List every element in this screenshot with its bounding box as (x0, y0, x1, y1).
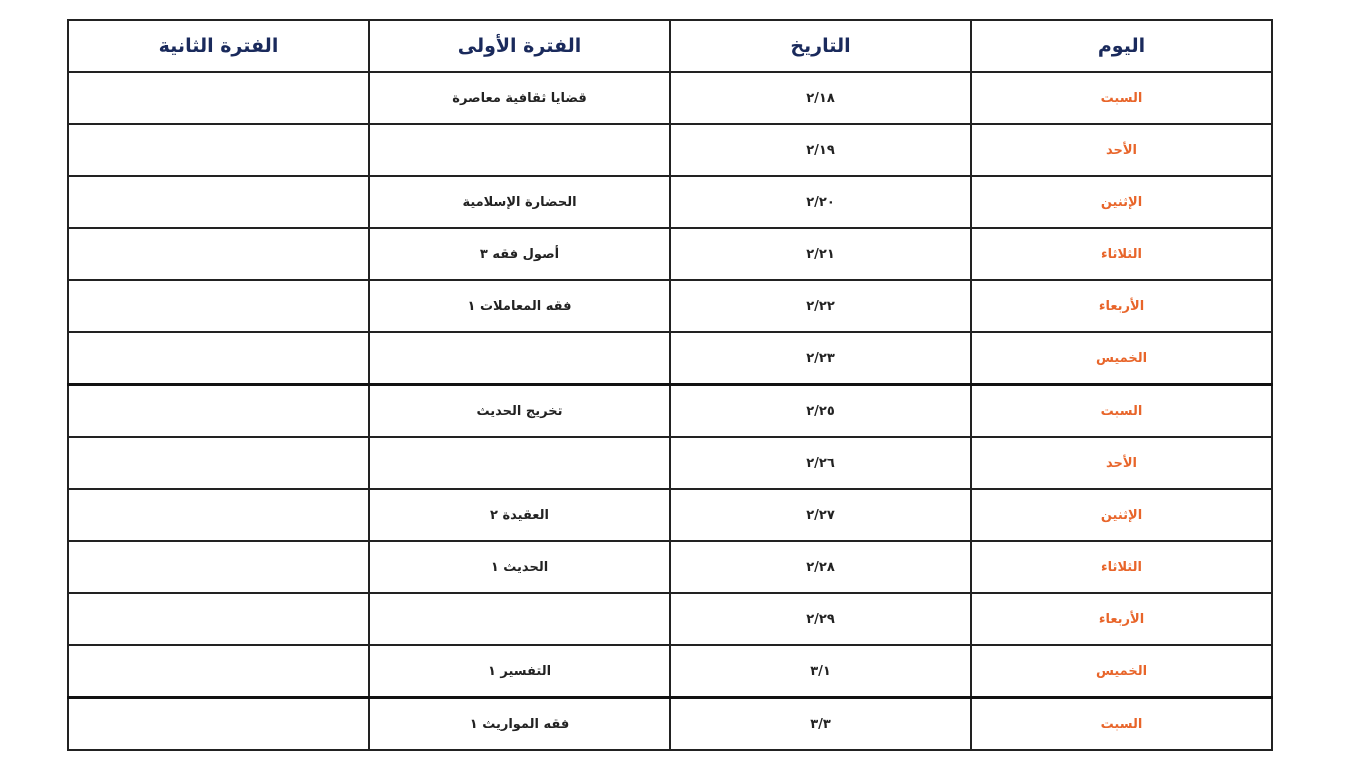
period-2-cell (68, 280, 369, 332)
day-cell: الإثنين (971, 489, 1272, 541)
period-2-cell (68, 437, 369, 489)
table-row (68, 385, 1272, 438)
header-period-2: الفترة الثانية (68, 20, 369, 72)
period-1-cell: تخريج الحديث (369, 385, 670, 438)
schedule-body (68, 72, 1272, 750)
period-2-cell (68, 541, 369, 593)
date-cell: ٢/٢٧ (670, 489, 971, 541)
header-date: التاريخ (670, 20, 971, 72)
header-period-1: الفترة الأولى (369, 20, 670, 72)
day-cell: السبت (971, 698, 1272, 751)
day-cell: الأربعاء (971, 593, 1272, 645)
day-cell: الأحد (971, 437, 1272, 489)
table-row (68, 698, 1272, 751)
date-cell: ٢/٢٨ (670, 541, 971, 593)
period-1-cell: قضايا ثقافية معاصرة (369, 72, 670, 124)
period-1-cell: أصول فقه ٣ (369, 228, 670, 280)
table-row (68, 332, 1272, 385)
date-cell: ٢/١٨ (670, 72, 971, 124)
header-day: اليوم (971, 20, 1272, 72)
day-cell: الأحد (971, 124, 1272, 176)
table-row (68, 645, 1272, 698)
day-cell: الخميس (971, 645, 1272, 698)
table-row (68, 541, 1272, 593)
period-1-cell: الحديث ١ (369, 541, 670, 593)
date-cell: ٢/٢٣ (670, 332, 971, 385)
date-cell: ٢/٢٦ (670, 437, 971, 489)
exam-schedule-table (67, 19, 1273, 751)
table-row (68, 489, 1272, 541)
date-cell: ٢/١٩ (670, 124, 971, 176)
period-1-cell: العقيدة ٢ (369, 489, 670, 541)
period-1-cell: التفسير ١ (369, 645, 670, 698)
period-1-cell: فقه المعاملات ١ (369, 280, 670, 332)
date-cell: ٢/٢٥ (670, 385, 971, 438)
period-2-cell (68, 489, 369, 541)
table-row (68, 280, 1272, 332)
period-2-cell (68, 385, 369, 438)
period-1-cell (369, 593, 670, 645)
period-2-cell (68, 124, 369, 176)
date-cell: ٢/٢٠ (670, 176, 971, 228)
day-cell: الثلاثاء (971, 228, 1272, 280)
day-cell: الخميس (971, 332, 1272, 385)
period-1-cell (369, 124, 670, 176)
date-cell: ٢/٢١ (670, 228, 971, 280)
date-cell: ٣/٣ (670, 698, 971, 751)
table-row (68, 593, 1272, 645)
date-cell: ٢/٢٩ (670, 593, 971, 645)
period-1-cell: الحضارة الإسلامية (369, 176, 670, 228)
period-1-cell (369, 332, 670, 385)
period-2-cell (68, 332, 369, 385)
header-row (68, 20, 1272, 72)
table-row (68, 124, 1272, 176)
period-1-cell: فقه المواريث ١ (369, 698, 670, 751)
day-cell: الأربعاء (971, 280, 1272, 332)
table-row (68, 437, 1272, 489)
day-cell: الثلاثاء (971, 541, 1272, 593)
day-cell: السبت (971, 72, 1272, 124)
period-1-cell (369, 437, 670, 489)
period-2-cell (68, 228, 369, 280)
period-2-cell (68, 645, 369, 698)
table-row (68, 228, 1272, 280)
day-cell: الإثنين (971, 176, 1272, 228)
table-row (68, 72, 1272, 124)
day-cell: السبت (971, 385, 1272, 438)
period-2-cell (68, 176, 369, 228)
date-cell: ٣/١ (670, 645, 971, 698)
period-2-cell (68, 72, 369, 124)
table-row (68, 176, 1272, 228)
period-2-cell (68, 698, 369, 751)
date-cell: ٢/٢٢ (670, 280, 971, 332)
period-2-cell (68, 593, 369, 645)
